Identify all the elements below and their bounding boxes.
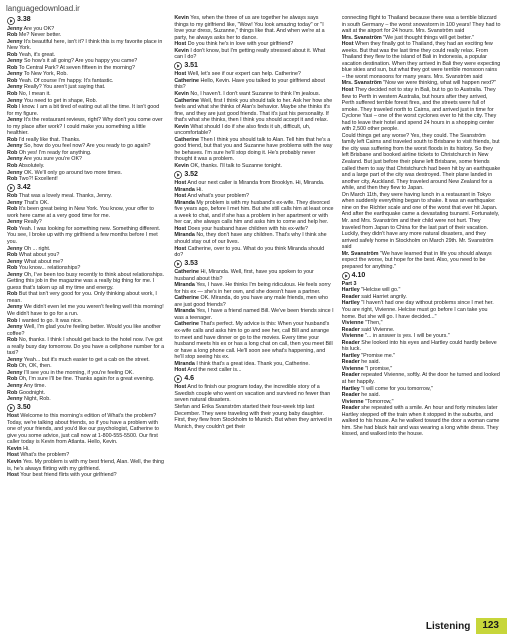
speaker-host: Host: [174, 41, 187, 48]
speaker-reader: Reader: [341, 359, 360, 366]
line-text: So, how do you feel now? Are you ready to go again?: [23, 143, 151, 150]
track-number: 3.53: [184, 259, 198, 267]
audio-track-marker: [174, 62, 333, 70]
line-text: That was a lovely meal. Thanks, Jenny.: [18, 193, 112, 200]
dialogue-line: [7, 117, 166, 137]
line-text: he said.: [361, 392, 380, 399]
line-text: Hello, Kevin. Have you talked to your girlfriend about this?: [174, 77, 325, 91]
line-text: Yeah, it's great.: [18, 51, 56, 58]
speaker-host: Host: [174, 245, 187, 252]
dialogue-line: [174, 124, 333, 137]
dialogue-line: [7, 459, 166, 472]
speaker-jenny: Jenny: [7, 304, 23, 311]
dialogue-line: [174, 282, 333, 295]
audio-play-icon: [7, 404, 15, 412]
speaker-jenny: Jenny: [7, 219, 23, 226]
line-text: But that isn't very good for you. Only thinking about work, I mean.: [7, 291, 157, 304]
line-text: And the next caller is...: [187, 367, 242, 374]
dialogue-line: [342, 133, 501, 192]
line-text: Oh ... right.: [23, 245, 51, 252]
line-text: Your best friend flirts with your girlfriend?: [20, 472, 117, 479]
line-text: I wanted to go. It was nice.: [18, 317, 83, 324]
dialogue-line: [342, 87, 501, 133]
column-3: [342, 15, 501, 615]
speaker-rob: Rob: [7, 376, 18, 383]
dialogue-line: [174, 269, 333, 282]
section-label: Listening: [425, 620, 471, 632]
speaker-hartley: Hartley: [341, 287, 360, 294]
line-text: They decided not to stay in Bali, but to go to Australia. They flew to Perth in western Australia, but hours after they arrived, Perth suffered terrible forest fires, and the streets were full of smoke. They traveled north to Cairns, and arrived just in time for Cyclone Yasi – one of the worst cyclones ever to hit the city. They had to leave their hotel and spend 24 hours in a shopping center with 2,500 other people.: [341, 87, 497, 133]
line-text: "I promise,": [365, 365, 393, 372]
dialogue-line: [7, 396, 166, 403]
speaker-rob: Rob: [7, 32, 18, 39]
line-text: Could things get any worse? Yes, they could. The Svanström family left Cairns and traveled south to Brisbane to visit friends, but the city was suffering from the worst floods in its history. So they left Brisbane and booked airline tickets to Christchurch in New Zealand. But just before their plane left Brisbane, some friends called them to say that Christchurch had been hit by an earthquake and a large part of the city was destroyed. Their plane landed in another city, Auckland. They traveled around New Zealand for a while, and then they flew to Japan.: [341, 132, 501, 192]
track-number: 3.38: [17, 16, 31, 24]
dialogue-line: [174, 308, 333, 321]
audio-play-icon: [342, 272, 350, 280]
speaker-host: Host: [174, 384, 187, 391]
speaker-miranda: Miranda: [174, 308, 195, 315]
line-text: Yes, when the three of us are together he always says things to my girlfriend like, "Wow! You look amazing today" or "I love your dress, Suzanne," things like that. And when we're at a party, he always asks her to dance.: [174, 15, 325, 41]
speaker-host: Host: [174, 180, 187, 187]
speaker-rob: Rob: [7, 265, 18, 272]
dialogue-line: [7, 206, 166, 219]
speaker-jenny: Jenny: [7, 324, 23, 331]
speaker-jenny: Jenny: [7, 84, 23, 91]
line-text: "I will come for you tomorrow,": [361, 385, 433, 392]
audio-play-icon: [174, 62, 182, 70]
speaker-reader: Reader: [341, 326, 360, 333]
line-text: Does your husband have children with his ex-wife?: [187, 225, 309, 232]
line-text: Really?: [23, 219, 42, 226]
audio-track-marker: [174, 375, 333, 383]
line-text: Absolutely.: [18, 162, 45, 169]
speaker-vivienne: Vivienne: [341, 320, 364, 327]
track-number: 3.42: [17, 183, 31, 191]
line-text: So how's it all going? Are you happy you came?: [23, 58, 138, 65]
dialogue-line: [174, 404, 333, 430]
line-text: We didn't even let me you weren't feeling well this morning! We didn't have to go for a run.: [7, 304, 164, 317]
dialogue-line: [174, 48, 333, 61]
dialogue-line: [174, 232, 333, 245]
line-text: It's beautiful here, isn't it? I think this is my favorite place in New York.: [7, 38, 163, 52]
line-text: said Vivienne.: [361, 326, 395, 333]
speaker-vivienne: Vivienne: [341, 398, 364, 405]
line-text: It's been great being in New York. You know, your offer to work here came at a very good time for me.: [7, 206, 154, 219]
dialogue-line: [174, 78, 333, 91]
speaker-jenny: Jenny: [7, 258, 23, 265]
dialogue-line: [174, 246, 333, 259]
speaker-reader: Reader: [341, 372, 360, 379]
line-text: "I haven't had one day without problems since I met her. You are right, Vivienne. Helcise must go before I can take you home. But she will go. I have decided...": [341, 300, 494, 320]
speaker-kevin: Kevin: [174, 15, 189, 21]
dialogue-line: [7, 226, 166, 246]
line-text: OK. We'll only go around two more times.: [23, 169, 122, 176]
audio-track-marker: [174, 171, 333, 179]
line-text: said Harriet angrily.: [361, 293, 407, 300]
audio-play-icon: [174, 260, 182, 268]
speaker-rob: Rob: [7, 77, 18, 84]
line-text: No, I mean it.: [18, 90, 51, 97]
speaker-vivienne: Vivienne: [341, 365, 364, 372]
page-footer: [426, 618, 507, 634]
audio-play-icon: [174, 171, 182, 179]
speaker-hartley: Hartley: [341, 300, 360, 307]
line-text: I don't know, but I'm getting really stressed about it. What can I do?: [174, 47, 326, 61]
audio-track-marker: [174, 260, 333, 268]
line-text: Two?! Excellent!: [18, 176, 58, 183]
speaker-rob: Rob: [7, 206, 18, 213]
dialogue-line: [174, 384, 333, 404]
speaker-jenny: Jenny: [7, 369, 23, 376]
speaker-host: Host: [341, 87, 354, 94]
dialogue-line: [174, 98, 333, 124]
track-number: 3.52: [184, 170, 198, 178]
speaker-catherine: Catherine: [174, 295, 199, 302]
speaker-kevin: Kevin: [7, 458, 22, 465]
line-text: repeated Vivienne, softly. At the door he turned and looked at her happily.: [341, 372, 500, 386]
page-number: 123: [476, 618, 507, 634]
speaker-rob: Rob: [7, 104, 18, 111]
line-text: And our next caller is Miranda from Brooklyn. Hi, Miranda.: [187, 180, 325, 187]
speaker-mrs-svanstr-m: Mrs. Svanström: [341, 80, 382, 87]
line-text: Any time.: [23, 382, 46, 389]
line-text: On March 11th, they were having lunch in a restaurant in Tokyo when suddenly everything began to shake. It was an earthquake: nine on the Richter scale and one of the worst that ever hit Japan. And after the earthquake came a devastating tsunami. Fortunately, Mr. and Mrs. Svanström and their child were not hurt. They traveled from Japan to China for the last part of their vacation. Luckily, they didn't have any more natural disasters, and they arrived safely home in Stockholm on March 29th. Mr. Svanström said: [341, 191, 500, 251]
speaker-jenny: Jenny: [7, 245, 23, 252]
transcript-columns: [7, 15, 501, 615]
speaker-miranda: Miranda: [174, 186, 195, 193]
line-text: When they finally got to Thailand, they had an exciting few weeks. But that was the last time they could really relax. From Thailand they flew to the island of Bali in Indonesia, a popular vacation destination. When they arrived in Bali they were expecting blue skies and sun, but what they got were terrible monsoon rains – the worst monsoons for many years. Mrs. Svanström said: [341, 41, 501, 80]
speaker-hartley: Hartley: [341, 385, 360, 392]
speaker-reader: Reader: [341, 405, 360, 412]
dialogue-line: [342, 340, 501, 353]
line-text: No, they don't have any children. That's why I think she should stay out of our lives.: [174, 232, 327, 245]
track-number: 4.10: [351, 271, 366, 279]
audio-track-marker: [7, 184, 166, 192]
line-text: "We just thought things will get better.": [383, 34, 474, 41]
line-text: No, I haven't. I don't want Suzanne to think I'm jealous.: [190, 90, 320, 97]
line-text: To Central Park? At seven fifteen in the morning?: [18, 64, 135, 71]
speaker-miranda: Miranda: [174, 360, 195, 367]
speaker-kevin: Kevin: [174, 162, 189, 169]
line-text: OK. Miranda, do you have any male friends, men who are just good friends?: [174, 295, 328, 308]
audio-play-icon: [174, 375, 182, 383]
speaker-host: Host: [174, 193, 187, 200]
speaker-mrs-svanstr-m: Mrs. Svanström: [341, 34, 382, 41]
line-text: What's the problem?: [20, 452, 70, 459]
line-text: connecting flight to Thailand because there was a terrible blizzard in south Germany – the worst snowstorm in 100 years! They had to wait at the airport for 24 hours. Mrs. Svanström said: [341, 15, 501, 35]
dialogue-line: [7, 39, 166, 52]
dialogue-line: [7, 472, 166, 479]
line-text: I know. I am a bit tired of eating out all the time. It isn't good for my figure.: [7, 104, 160, 117]
speaker-jenny: Jenny: [7, 156, 23, 163]
dialogue-line: [7, 304, 166, 317]
speaker-host: Host: [7, 413, 19, 420]
column-1: [7, 15, 166, 615]
speaker-jenny: Jenny: [7, 143, 23, 150]
line-text: That's perfect. My advice is this: When your husband's ex-wife calls and asks him to go and see her, call Bill and arrange to meet and have dinner or go to the movies. Every time your husband meets his ex or has a long chat on call, then you meet Bill or have a long phone call. He'll soon see what's happening, and he'll stop seeing his ex.: [174, 321, 333, 361]
line-text: Then I think you should talk to Alan. Tell him that he's a good friend, but that you and Suzanne have problems with the way he behaves. I'm sure he'll stop doing it. He's probably never thought it was a problem.: [174, 136, 333, 163]
line-text: Are you sure you're OK?: [23, 156, 83, 163]
speaker-reader: Reader: [341, 293, 360, 300]
speaker-jenny: Jenny: [7, 271, 23, 278]
speaker-reader: Reader: [341, 339, 360, 346]
line-text: Well, first I think you should talk to her. Ask her how she feels and what she thinks of Alan's behavior. Maybe she thinks it's fine, and they are just good friends. That it's just his personality. If that's what she thinks, then I think you should accept it and relax.: [174, 97, 333, 124]
speaker-catherine: Catherine: [174, 97, 199, 104]
dialogue-line: [342, 251, 501, 271]
line-text: She looked into his eyes and Hartley could hardly believe his luck.: [341, 339, 497, 353]
line-text: Well, I'm glad you're feeling better. Would you like another coffee?: [7, 324, 161, 337]
speaker-hartley: Hartley: [341, 352, 360, 359]
audio-play-icon: [7, 184, 15, 192]
line-text: What about you?: [18, 252, 60, 259]
audio-track-marker: [342, 272, 501, 280]
speaker-rob: Rob: [7, 64, 18, 71]
dialogue-line: [174, 367, 333, 374]
dialogue-line: [174, 15, 333, 41]
line-text: Welcome to this morning's edition of What's the problem? Today, we're talking about friends, so if you have a problem with one of your friends, and you'd like our psychologist, Catherine to give you some advice, just call now at 1-800-555-5500. Our first caller today is Kevin from Atlanta. Hello, Kevin.: [7, 413, 159, 446]
speaker-rob: Rob: [7, 176, 18, 183]
audio-track-marker: [7, 404, 166, 412]
speaker-host: Host: [341, 41, 354, 48]
speaker-rob: Rob: [7, 337, 18, 344]
speaker-rob: Rob: [7, 136, 18, 143]
line-text: OK, thanks. I'll talk to Suzanne tonight.: [190, 162, 283, 169]
line-text: I'll see you in the morning, if you're feeling OK.: [23, 369, 134, 376]
line-text: "Helcise will go.": [361, 287, 401, 294]
dialogue-line: [342, 372, 501, 385]
line-text: You know... relationships?: [18, 265, 81, 272]
speaker-host: Host: [174, 367, 187, 374]
line-text: Goodnight.: [18, 389, 46, 396]
dialogue-line: [7, 413, 166, 446]
line-text: Hi.: [23, 445, 30, 452]
dialogue-line: [7, 337, 166, 357]
dialogue-line: [342, 192, 501, 251]
speaker-rob: Rob: [7, 225, 18, 232]
speaker-rob: Rob: [7, 291, 18, 298]
speaker-rob: Rob: [7, 252, 18, 259]
dialogue-line: [342, 300, 501, 320]
line-text: Me? Never better.: [18, 32, 62, 39]
column-2: [174, 15, 333, 615]
line-text: Hi, Miranda. Well, first, have you spoken to your husband about this?: [174, 269, 314, 282]
speaker-jenny: Jenny: [7, 38, 23, 45]
speaker-kevin: Kevin: [7, 445, 22, 452]
line-text: To New York, Rob.: [23, 71, 68, 78]
line-text: What should I do if she also finds it uh, difficult, uh, uncomfortable?: [174, 123, 311, 137]
line-text: Really? You aren't just saying that.: [23, 84, 106, 91]
line-text: That's OK.: [23, 199, 49, 206]
dialogue-line: [342, 405, 501, 438]
line-text: Well, let's see if our expert can help. Catherine?: [187, 71, 301, 78]
speaker-jenny: Jenny: [7, 169, 23, 176]
speaker-rob: Rob: [7, 317, 18, 324]
speaker-miranda: Miranda: [174, 232, 195, 239]
dialogue-line: [7, 324, 166, 337]
speaker-rob: Rob: [7, 149, 18, 156]
line-text: Do you think he's in love with your girlfriend?: [187, 41, 294, 48]
line-text: "... in answer is yes. I will be yours.": [365, 333, 450, 340]
speaker-host: Host: [174, 71, 187, 78]
line-text: "We have learned that in life you should always expect the worse, but hope for the best. Also, you need to be prepared for anything.": [341, 250, 492, 270]
speaker-reader: Reader: [341, 392, 360, 399]
speaker-vivienne: Vivienne: [341, 333, 364, 340]
speaker-rob: Rob: [7, 193, 18, 200]
line-text: And what's your problem?: [187, 193, 250, 200]
speaker-catherine: Catherine: [174, 321, 199, 328]
line-text: Oh, I'm sure I'll be fine. Thanks again for a great evening.: [18, 376, 155, 383]
dialogue-line: [174, 295, 333, 308]
speaker-jenny: Jenny: [7, 25, 23, 32]
speaker-host: Host: [7, 472, 19, 479]
dialogue-line: [7, 176, 166, 183]
audio-play-icon: [7, 17, 15, 25]
speaker-rob: Rob: [7, 363, 18, 370]
line-text: Yes, I have. He thinks I'm being ridiculous. He feels sorry for his ex — she's in her own, and she doesn't have a partner.: [174, 282, 331, 295]
dialogue-line: [342, 15, 501, 35]
speaker-rob: Rob: [7, 389, 18, 396]
speaker-host: Host: [174, 225, 187, 232]
line-text: My problem is with my husband's ex-wife. They divorced five years ago, before I met him. But she still calls him at least once a week to chat, and if she has a problem in her apartment or with her car, she always calls him and asks him to come and help her.: [174, 199, 334, 226]
speaker-catherine: Catherine: [174, 269, 199, 276]
track-number: 3.51: [184, 62, 198, 70]
dialogue-line: [174, 321, 333, 360]
speaker-jenny: Jenny: [7, 97, 23, 104]
line-text: Yes, I have a friend named Bill. We've been friends since I was a teenager.: [174, 308, 334, 321]
speaker-miranda: Miranda: [174, 282, 195, 289]
speaker-catherine: Catherine: [174, 77, 199, 84]
speaker-rob: Rob: [7, 90, 18, 97]
line-text: Are you OK?: [23, 25, 55, 32]
line-text: You need to get in shape, Rob.: [23, 97, 98, 104]
speaker-jenny: Jenny: [7, 382, 23, 389]
audio-track-marker: [7, 17, 166, 25]
speaker-rob: Rob: [7, 51, 18, 58]
line-text: I'd really like that. Thanks.: [18, 136, 81, 143]
line-text: Hi.: [196, 186, 203, 193]
line-text: Stefan and Erika Svanström started their four-week trip last December. They were traveling with their young baby daughter. First, they flew from Stockholm to Munich. But when they arrived in Munich, they couldn't get their: [174, 403, 333, 430]
line-text: I think that's a great idea. Thank you, Catherine.: [196, 360, 310, 367]
line-text: It's the restaurant reviews, right? Why don't you come over to my place after work? I could make you something a little healthier.: [7, 117, 163, 137]
line-text: Catherine, over to you. What do you think Miranda should do?: [174, 245, 325, 259]
line-text: Oh, I've been too busy recently to think about relationships. Getting this job in the magazine was a really big thing for me. I guess that's taken up all my time and energy.: [7, 271, 164, 291]
line-text: Yeah. I was looking for something new. Something different. You see, I broke up with my girlfriend a few months before I met you.: [7, 225, 161, 245]
dialogue-line: [7, 104, 166, 117]
line-text: No, thanks. I think I should get back to the hotel now. I've got a really busy day tomorrow. Do you have a cellphone number for a taxi?: [7, 337, 165, 357]
speaker-catherine: Catherine: [174, 136, 199, 143]
speaker-jenny: Jenny: [7, 199, 23, 206]
line-text: And to finish our program today, the incredible story of a Swedish couple who went on vacation and survived no fewer than seven natural disasters.: [174, 384, 331, 404]
line-text: Yeah... but it's much easier to get a cab on the street.: [23, 356, 150, 363]
line-text: Yes. My problem is with my best friend, Alan. Well, the thing is, he's always flirting with my girlfriend.: [7, 458, 165, 472]
speaker-jenny: Jenny: [7, 71, 23, 78]
speaker-kevin: Kevin: [174, 90, 189, 97]
speaker-kevin: Kevin: [174, 47, 189, 54]
track-number: 4.6: [184, 375, 195, 383]
speaker-jenny: Jenny: [7, 356, 23, 363]
dialogue-line: [7, 272, 166, 292]
speaker-rob: Rob: [7, 162, 18, 169]
line-text: Part 3: [341, 280, 357, 287]
line-text: "Tomorrow,": [365, 398, 394, 405]
dialogue-line: [174, 137, 333, 163]
line-text: Yeah. Of course I'm happy. It's fantastic.: [18, 77, 114, 84]
line-text: What about me?: [23, 258, 64, 265]
speaker-jenny: Jenny: [7, 396, 23, 403]
line-text: "Then,": [365, 320, 383, 327]
speaker-host: Host: [7, 452, 19, 459]
speaker-miranda: Miranda: [174, 199, 195, 206]
line-text: Oh yes! I'm ready for anything.: [18, 149, 92, 156]
speaker-kevin: Kevin: [174, 123, 189, 130]
dialogue-line: [342, 41, 501, 80]
line-text: "Promise me.": [361, 352, 396, 359]
speaker-mr-svanstr-m: Mr. Svanström: [341, 250, 379, 257]
line-text: Oh, OK, then.: [18, 363, 52, 370]
dialogue-line: [174, 200, 333, 226]
speaker-jenny: Jenny: [7, 58, 23, 65]
site-watermark: languagedownload.ir: [6, 4, 80, 13]
line-text: she repeated with a smile. An hour and forty minutes later Hartley stepped off the train when it stopped in the suburbs, and walked to his house. As he walked toward the door a woman came him. She had black hair and was wearing a long white dress. They kissed, and walked into the house.: [341, 405, 500, 438]
dialogue-line: [7, 291, 166, 304]
speaker-jenny: Jenny: [7, 117, 23, 124]
line-text: "Now we were thinking, what will happen next?": [383, 80, 497, 87]
dialogue-line: [174, 163, 333, 170]
line-text: he said.: [361, 359, 380, 366]
track-number: 3.50: [17, 403, 31, 411]
line-text: Night, Rob.: [23, 396, 51, 403]
